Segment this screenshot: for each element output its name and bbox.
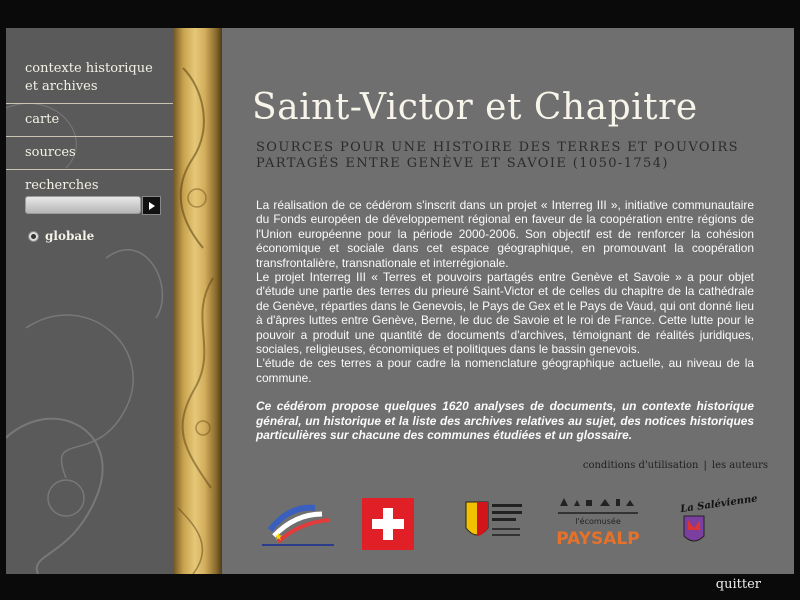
nav-item-contexte-line2: et archives bbox=[25, 79, 98, 94]
salevienne-text: La Salévienne bbox=[679, 493, 759, 516]
ecomusee-text: l'écomusée bbox=[575, 517, 621, 526]
intro-paragraph: Le projet Interreg III « Terres et pouvoirs partagés entre Genève et Savoie » a pour objet d'étude une partie des terres du prieuré Saint-Victor et de celles du chapitre de la cathédrale de Genève, réparties dans le Genevois, le Pays de Gex et le Pays de Vaud, qui ont donné lieu à d'âpres luttes entre Genève, Berne, le duc de Savoie et le roi de France. Cette lutte pour le pouvoir a produit une quantité de documents d'archives, témoignant de réalités juridiques, sociales, religieuses, économiques et politiques dans le bassin genevois. bbox=[256, 270, 754, 357]
radio-icon[interactable] bbox=[28, 231, 39, 242]
intro-text bbox=[256, 198, 754, 443]
subtitle-line2: PARTAGÉS ENTRE GENÈVE ET SAVOIE (1050-1754) bbox=[256, 156, 669, 171]
nav-item-carte[interactable] bbox=[6, 104, 173, 136]
nav-item-carte-label: carte bbox=[25, 112, 60, 127]
intro-paragraph: L'étude de ces terres a pour cadre la nomenclature géographique actuelle, au niveau de la commune. bbox=[256, 356, 754, 385]
intro-paragraph: La réalisation de ce cédérom s'inscrit dans un projet « Interreg III », initiative communautaire du Fonds européen de développement régional en faveur de la coopération entre régions de l'Union européenne pour la période 2000-2006. Son objectif est de renforcer la cohésion économique et sociale dans cet espace géographique, en promouvant la coopération transfrontalière, transnationale et interrégionale. bbox=[256, 198, 754, 270]
intro-summary: Ce cédérom propose quelques 1620 analyses de documents, un contexte historique général, un historique et la liste des archives relatives au sujet, des notices historiques particulières sur chacune des communes étudiées et un glossaire. bbox=[256, 399, 754, 443]
quit-button[interactable]: quitter bbox=[715, 577, 761, 592]
gold-ornament bbox=[173, 28, 222, 574]
radio-globale-label: globale bbox=[45, 229, 95, 243]
paysalp-logo bbox=[554, 496, 644, 552]
swiss-flag-logo bbox=[362, 498, 414, 550]
page-subtitle bbox=[256, 140, 776, 172]
nav-item-sources-label: sources bbox=[25, 145, 76, 160]
paysalp-text: PAYSALP bbox=[556, 529, 640, 549]
search-submit-button[interactable] bbox=[142, 196, 161, 215]
nav-item-sources[interactable] bbox=[6, 137, 173, 169]
svg-text:★: ★ bbox=[274, 532, 283, 543]
search-row bbox=[25, 196, 165, 216]
page-title: Saint-Victor et Chapitre bbox=[252, 87, 698, 128]
bottom-bar bbox=[0, 574, 800, 600]
radio-globale[interactable] bbox=[28, 229, 94, 245]
salevienne-logo bbox=[670, 490, 760, 552]
geneve-canton-logo bbox=[462, 498, 524, 550]
link-separator: | bbox=[703, 460, 707, 471]
authors-link[interactable]: les auteurs bbox=[711, 460, 768, 471]
nav-item-contexte[interactable] bbox=[6, 60, 173, 103]
main-frame bbox=[6, 28, 794, 574]
europe-interreg-logo bbox=[260, 500, 336, 550]
search-input[interactable] bbox=[25, 196, 141, 214]
partner-logos bbox=[222, 490, 794, 560]
search-heading: recherches bbox=[25, 178, 99, 193]
conditions-link[interactable]: conditions d'utilisation bbox=[582, 460, 699, 471]
footer-links bbox=[583, 460, 768, 471]
subtitle-line1: SOURCES POUR UNE HISTOIRE DES TERRES ET POUVOIRS bbox=[256, 140, 739, 155]
content-panel bbox=[222, 28, 794, 574]
nav-item-contexte-line1: contexte historique bbox=[25, 61, 153, 76]
decorative-gold-strip bbox=[173, 28, 222, 574]
sidebar bbox=[6, 28, 173, 574]
